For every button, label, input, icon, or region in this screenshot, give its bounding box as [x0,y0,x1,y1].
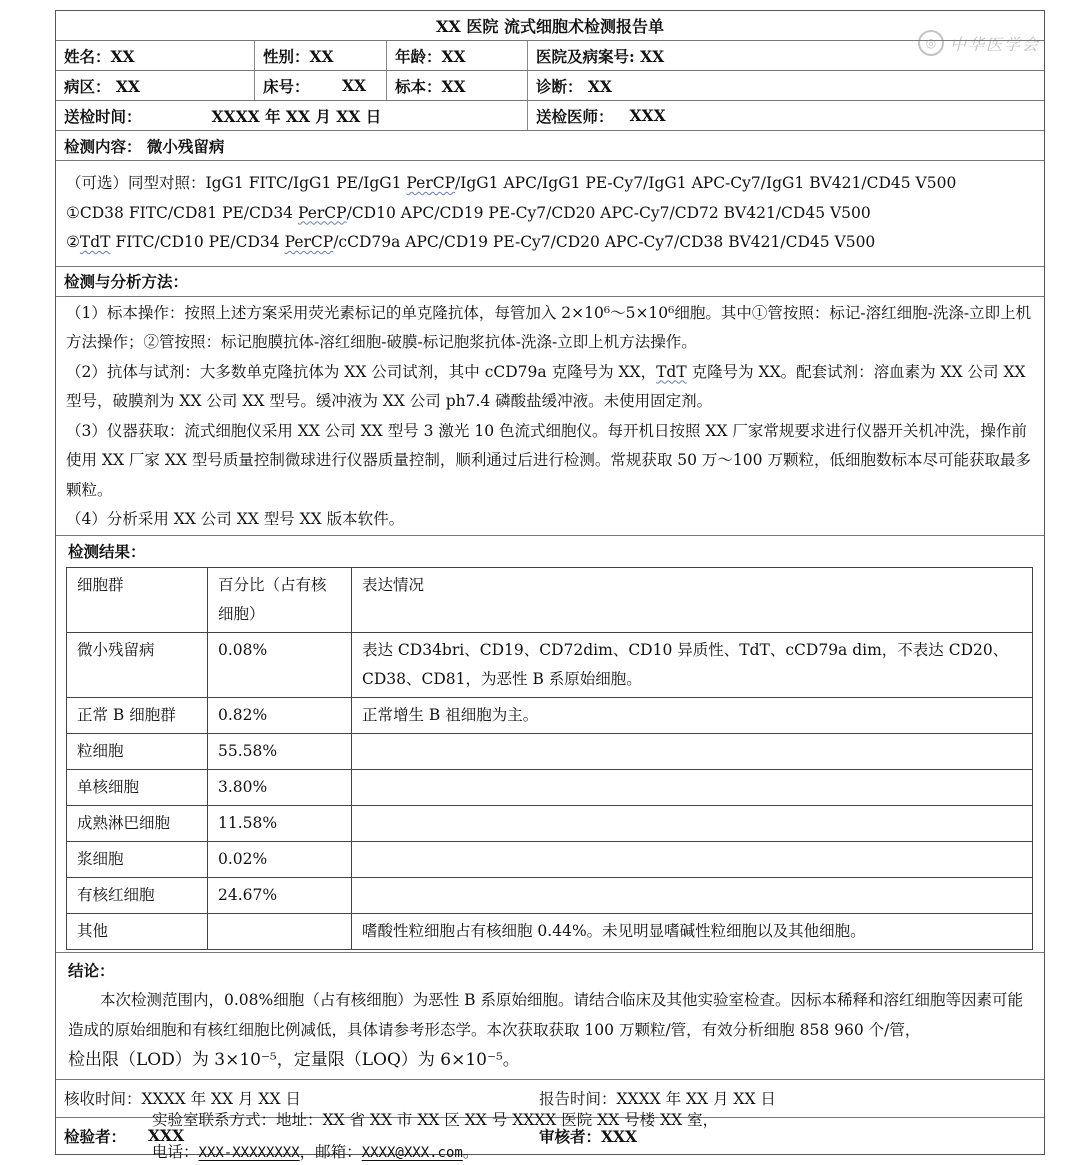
sent-time [56,101,528,130]
population-cell: 浆细胞 [67,841,208,877]
bed-label: 床号： [263,76,310,96]
results-header-row [67,567,1033,632]
methods-heading: 检测与分析方法： [64,272,189,291]
sent-time-label: 送检时间： [64,106,142,126]
detection-content: 检测内容： 微小残留病 [64,136,225,156]
watermark-text: 中华医学会 [950,34,1041,54]
method-software: （4）分析采用 XX 公司 XX 型号 XX 版本软件。 [66,510,405,528]
contact-address: 实验室联系方式：地址：XX 省 XX 市 XX 区 XX 号 XXXX 医院 XX 号楼 XX 室， [152,1111,719,1129]
table-row [67,632,1033,697]
specimen: 标本：XX [387,71,528,100]
expression-cell [352,805,1033,841]
received-time: 核收时间：XXXX 年 XX 月 XX 日 [64,1090,301,1108]
table-row [67,877,1033,913]
results-table [66,567,1033,950]
conclusion-heading: 结论： [68,960,115,980]
conclusion-text: 本次检测范围内，0.08%细胞（占有核细胞）为恶性 B 系原始细胞。请结合临床及其他实验室检查。因标本稀释和溶红细胞等因素可能造成的原始细胞和有核红细胞比例减低，具体请参考形态学。本次获取获取 100 万颗粒/管，有效分析细胞 858 960 个/管， [68,990,1023,1039]
col-expression: 表达情况 [352,567,1033,632]
reviewer: 审核者：XXX [539,1126,638,1146]
expression-cell [352,841,1033,877]
bed [255,71,387,100]
report-time: 报告时间：XXXX 年 XX 月 XX 日 [539,1090,776,1108]
table-row [67,841,1033,877]
percentage-cell: 0.02% [208,841,352,877]
phone-label: 电话： [152,1143,199,1161]
population-cell: 微小残留病 [67,632,208,697]
sent-time-value: XXXX 年 XX 月 XX 日 [211,106,382,126]
expression-cell: 表达 CD34bri、CD19、CD72dim、CD10 异质性、TdT、cCD79a dim，不表达 CD20、CD38、CD81，为恶性 B 系原始细胞。 [352,632,1033,697]
conclusion-section [56,953,1044,1080]
patient-row-2 [56,71,1044,101]
sent-doctor-value: XXX [629,106,666,125]
percentage-cell: 0.08% [208,632,352,697]
hospital-case-number: 医院及病案号: XX [536,46,665,66]
col-cell-population: 细胞群 [67,567,208,632]
tube-1-line: ①CD38 FITC/CD81 PE/CD34 PerCP/CD10 APC/CD19 PE-Cy7/CD20 APC-Cy7/CD72 BV421/CD45 V500 [66,203,871,222]
inspector-value: XXX [148,1126,185,1145]
results-section [56,536,1044,953]
antibody-panel [56,161,1044,266]
percentage-cell [208,913,352,949]
expression-cell: 正常增生 B 祖细胞为主。 [352,697,1033,733]
title-row [56,11,1044,41]
seal-icon: ◎ [918,30,944,56]
content-panel-row [56,161,1044,267]
phone-value: XXX-XXXXXXXX [198,1145,300,1161]
inspector-label: 检验者： [64,1126,127,1146]
expression-cell [352,769,1033,805]
methods-row [56,297,1044,536]
percentage-cell: 3.80% [208,769,352,805]
contact-phone-email: 电话：XXX-XXXXXXXX，邮箱：XXXX@XXX.com。 [152,1143,479,1161]
population-cell: 有核红细胞 [67,877,208,913]
email-label: ，邮箱： [299,1143,362,1161]
results-heading: 检测结果： [68,541,146,561]
conclusion-limits: 检出限（LOD）为 3×10⁻⁵，定量限（LOQ）为 6×10⁻⁵。 [68,1049,520,1070]
methods-heading-row [56,267,1044,297]
population-cell: 单核细胞 [67,769,208,805]
population-cell: 粒细胞 [67,733,208,769]
table-row [67,805,1033,841]
expression-cell [352,733,1033,769]
patient-row-3 [56,101,1044,131]
population-cell: 正常 B 细胞群 [67,697,208,733]
bed-value: XX [341,76,366,95]
patient-age: 年龄：XX [387,41,528,70]
percentage-cell: 0.82% [208,697,352,733]
ward: 病区： XX [56,71,255,100]
percentage-cell: 55.58% [208,733,352,769]
content-heading-row [56,131,1044,161]
col-percentage: 百分比（占有核细胞） [208,567,352,632]
table-row [67,769,1033,805]
email-link[interactable]: XXXX@XXX.com [361,1145,463,1161]
expression-cell [352,877,1033,913]
method-reagents: （2）抗体与试剂：大多数单克隆抗体为 XX 公司试剂，其中 cCD79a 克隆号为 XX，TdT 克隆号为 XX。配套试剂：溶血素为 XX 公司 XX 型号，破膜剂为 XX 公司 XX 型号。缓冲液为 XX 公司 ph7.4 磷酸盐缓冲液。未使用固定剂。 [66,362,1026,410]
table-row [67,913,1033,949]
sent-doctor [528,101,1044,130]
sent-doctor-label: 送检医师： [536,106,614,126]
expression-cell: 嗜酸性粒细胞占有核细胞 0.44%。未见明显嗜碱性粒细胞以及其他细胞。 [352,913,1033,949]
percentage-cell: 11.58% [208,805,352,841]
population-cell: 其他 [67,913,208,949]
diagnosis: 诊断： XX [536,76,612,96]
report-form [55,10,1045,1155]
method-instrument: （3）仪器获取：流式细胞仪采用 XX 公司 XX 型号 3 激光 10 色流式细胞仪。每开机日按照 XX 厂家常规要求进行仪器开关机冲洗，操作前使用 XX 厂家 XX 型号质量控制微球进行仪器质量控制，顺利通过后进行检测。常规获取 50 万～100 万颗粒，低细胞数标本尽可能获取最多颗粒。 [66,421,1031,499]
population-cell: 成熟淋巴细胞 [67,805,208,841]
patient-row-1 [56,41,1044,71]
report-title: XX 医院 流式细胞术检测报告单 [436,17,664,36]
table-row [67,733,1033,769]
table-row [67,697,1033,733]
patient-gender: 性别：XX [255,41,387,70]
method-specimen: （1）标本操作：按照上述方案采用荧光素标记的单克隆抗体，每管加入 2×10⁶～5×10⁶细胞。其中①管按照：标记-溶红细胞-洗涤-立即上机方法操作；②管按照：标记胞膜抗体-溶红细胞-破膜-标记胞浆抗体-洗涤-立即上机方法操作。 [66,303,1032,351]
percentage-cell: 24.67% [208,877,352,913]
tube-2-line: ②TdT FITC/CD10 PE/CD34 PerCP/cCD79a APC/CD19 PE-Cy7/CD20 APC-Cy7/CD38 BV421/CD45 V500 [66,233,876,251]
methods-body [56,297,1044,535]
isotype-control-line: （可选）同型对照：IgG1 FITC/IgG1 PE/IgG1 PerCP/IgG1 APC/IgG1 PE-Cy7/IgG1 APC-Cy7/IgG1 BV421/CD45 V500 [66,174,957,192]
patient-name: 姓名：XX [56,41,255,70]
